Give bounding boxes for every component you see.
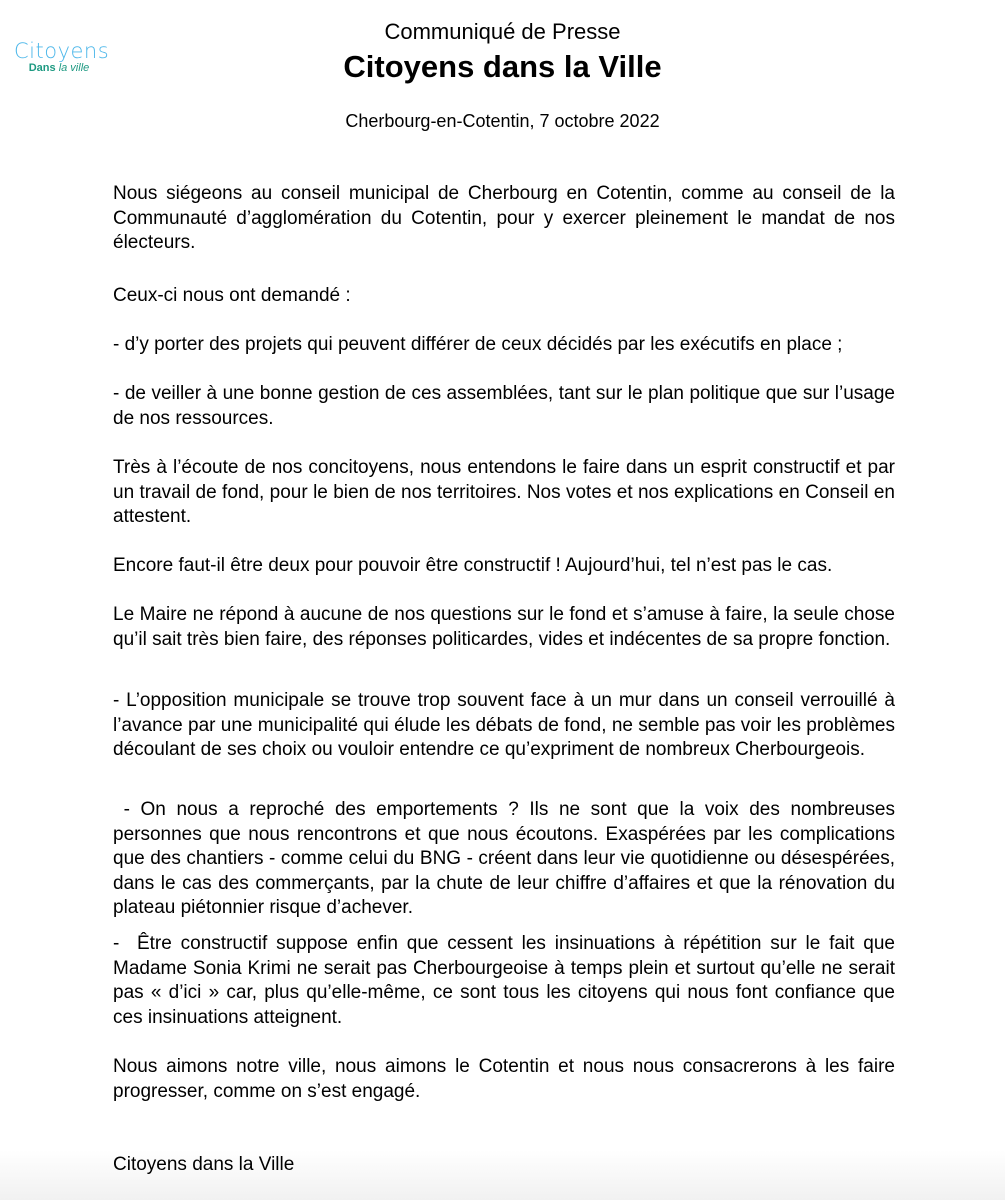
paragraph: Très à l’écoute de nos concitoyens, nous entendons le faire dans un esprit constructif et par un travail de fond, pour le bien de nos territoires. Nos votes et nos explications en Conseil en attestent. <box>113 457 895 528</box>
paragraph: Encore faut-il être deux pour pouvoir être constructif ! Aujourd’hui, tel n’est pas le cas. <box>113 555 833 576</box>
logo-line1: Citoyens <box>14 39 110 63</box>
paragraph: Le Maire ne répond à aucune de nos questions sur le fond et s’amuse à faire, la seule chose qu’il sait très bien faire, des réponses politicardes, vides et indécentes de sa propre fonction. <box>113 604 895 650</box>
date-line: Cherbourg-en-Cotentin, 7 octobre 2022 <box>345 111 660 131</box>
logo-italic: la ville <box>58 62 90 74</box>
paragraph: Nous siégeons au conseil municipal de Cherbourg en Cotentin, comme au conseil de la Communauté d’agglomération du Cotentin, pour y exercer pleinement le mandat de nos électeurs. <box>113 183 895 254</box>
logo-bold: Dans <box>28 62 56 74</box>
signature: Citoyens dans la Ville <box>113 1154 295 1175</box>
paragraph: Nous aimons notre ville, nous aimons le Cotentin et nous nous consacrerons à les faire progresser, comme on s’est engagé. <box>113 1056 895 1102</box>
paragraph: - Être constructif suppose enfin que cessent les insinuations à répétition sur le fait que Madame Sonia Krimi ne serait pas Cherbourgeoise à temps plein et surtout qu’elle ne serait pas « d’ici » car, plus qu’elle-même, ce sont tous les citoyens qui nous font confiance que ces insinuations atteignent. <box>113 933 901 1028</box>
kicker: Communiqué de Presse <box>384 19 621 44</box>
paragraph: Ceux-ci nous ont demandé : <box>113 285 351 306</box>
paragraph: - L’opposition municipale se trouve trop souvent face à un mur dans un conseil verrouillé à l’avance par une municipalité qui élude les débats de fond, ne semble pas voir les problèmes découlant de ses choix ou vouloir entendre ce qu’expriment de nombreux Cherbourgeois. <box>113 690 895 761</box>
list-item: - d’y porter des projets qui peuvent différer de ceux décidés par les exécutifs en place ; <box>113 334 843 355</box>
list-item: - de veiller à une bonne gestion de ces assemblées, tant sur le plan politique que sur l’usage de nos ressources. <box>113 383 895 429</box>
page-title: Citoyens dans la Ville <box>343 49 662 84</box>
paragraph: - On nous a reproché des emportements ? Ils ne sont que la voix des nombreuses personnes que nous rencontrons et que nous écoutons. Exaspérées par les complications que des chantiers - comme celui du BNG - créent dans leur vie quotidienne ou désespérées, dans le cas des commerçants, par la chute de leur chiffre d’affaires et que la rénovation du plateau piétonnier risque d’achever. <box>113 799 901 919</box>
